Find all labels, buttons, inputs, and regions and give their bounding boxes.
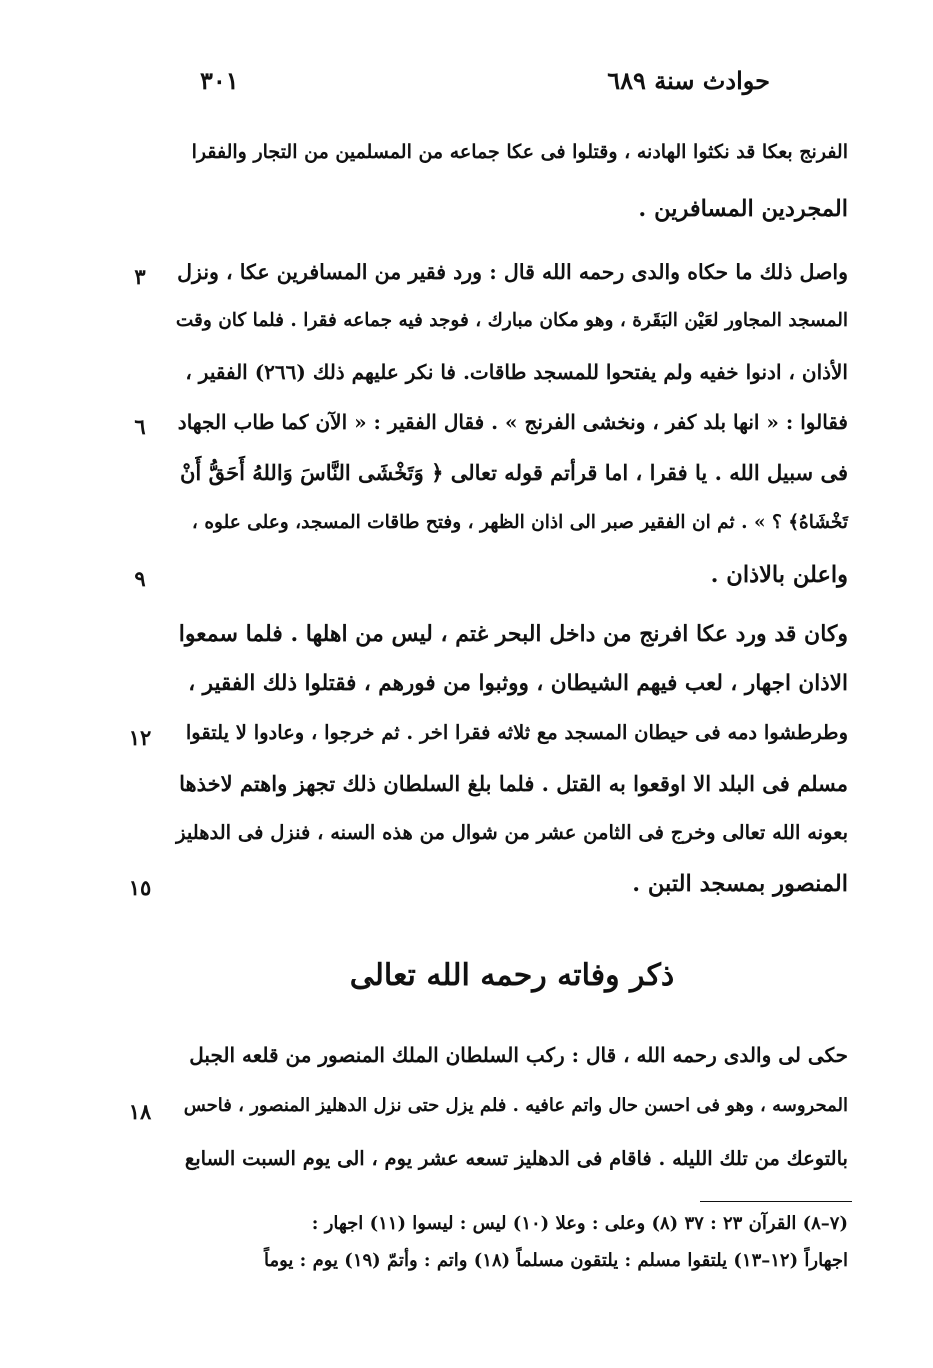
- line-number: ١٨: [128, 1099, 152, 1124]
- text-line: المحروسه ، وهو فى احسن حال واتم عافيه . فلم يزل حتى نزل الدهليز المنصور ، فاحس: [183, 1095, 848, 1116]
- text-line: الأذان ، ادنوا خفيه ولم يفتحوا للمسجد طاقات. فا نكر عليهم ذلك (٢٦٦) الفقير ،: [185, 360, 848, 384]
- section-heading: ذكر وفاته رحمه الله تعالى: [349, 958, 675, 993]
- text-line: وطرطشوا دمه فى حيطان المسجد مع ثلاثه فقرا اخر . ثم خرجوا ، وعادوا لا يلتقوا: [185, 721, 848, 744]
- text-line: وكان قد ورد عكا افرنج من داخل البحر غتم ، ليس من اهلها . فلما سمعوا: [178, 621, 848, 647]
- text-line: واصل ذلك ما حكاه والدى رحمه الله قال : ورد فقير من المسافرين عكا ، ونزل: [177, 260, 848, 284]
- text-line: واعلن بالاذان .: [710, 562, 848, 588]
- text-line: مسلم فى البلد الا اوقعوا به القتل . فلما بلغ السلطان ذلك تجهز واهتم لاخذها: [179, 771, 848, 796]
- footnote-line: اجهاراً (١٢–١٣) يلتقوا مسلم : يلتقون مسلماً (١٨) واتم : وأتمّ (١٩) يوم : يوماً: [263, 1250, 848, 1271]
- text-line: فقالوا : « انها بلد كفر ، ونخشى الفرنج » . فقال الفقير : « الآن كما طاب الجهاد: [177, 410, 848, 434]
- text-line: الفرنج بعكا قد نكثوا الهادنه ، وقتلوا فى عكا جماعه من المسلمين من التجار والفقرا: [191, 141, 848, 163]
- footnote-rule: [700, 1201, 852, 1202]
- text-line: المسجد المجاور لعَيْن البَقَرة ، وهو مكان مبارك ، فوجد فيه جماعه فقرا . فلما كان وقت: [175, 310, 848, 331]
- text-line: الاذان اجهار ، لعب فيهم الشيطان ، ووثبوا من فورهم ، فقتلوا ذلك الفقير ،: [188, 671, 848, 696]
- text-line: فى سبيل الله . يا فقرا ، اما قرأتم قوله تعالى ﴿ وَتَخْشَى النَّاسَ وَاللهُ أَحَقُّ أَنْ: [180, 460, 848, 485]
- text-line: المنصور بمسجد التبن .: [632, 871, 848, 897]
- line-number: ٦: [134, 414, 146, 439]
- text-line: بالتوعك من تلك الليله . فاقام فى الدهليز تسعه عشر يوم ، الى يوم السبت السابع: [184, 1147, 848, 1170]
- text-line: المجردين المسافرين .: [638, 196, 848, 222]
- line-number: ٩: [134, 566, 146, 591]
- line-number: ٣: [134, 264, 146, 289]
- footnote-line: (٧–٨) القرآن ٢٣ : ٣٧ (٨) وعلى : وعلا (١٠) ليس : ليسوا (١١) اجهار :: [311, 1213, 848, 1234]
- running-title: حوادث سنة ٦٨٩: [607, 66, 770, 95]
- page-number: ٣٠١: [200, 66, 239, 95]
- line-number: ١٢: [128, 725, 152, 750]
- text-line: بعونه الله تعالى وخرج فى الثامن عشر من شوال من هذه السنه ، فنزل فى الدهليز: [176, 821, 848, 844]
- page-header: [200, 66, 770, 106]
- text-line: تَخْشَاهُ﴾ ؟ » . ثم ان الفقير صبر الى اذان الظهر ، وفتح طاقات المسجد، وعلى علوه ،: [191, 512, 848, 533]
- line-number: ١٥: [128, 875, 152, 900]
- text-line: حكى لى والدى رحمه الله ، قال : ركب السلطان الملك المنصور من قلعه الجبل: [189, 1043, 848, 1067]
